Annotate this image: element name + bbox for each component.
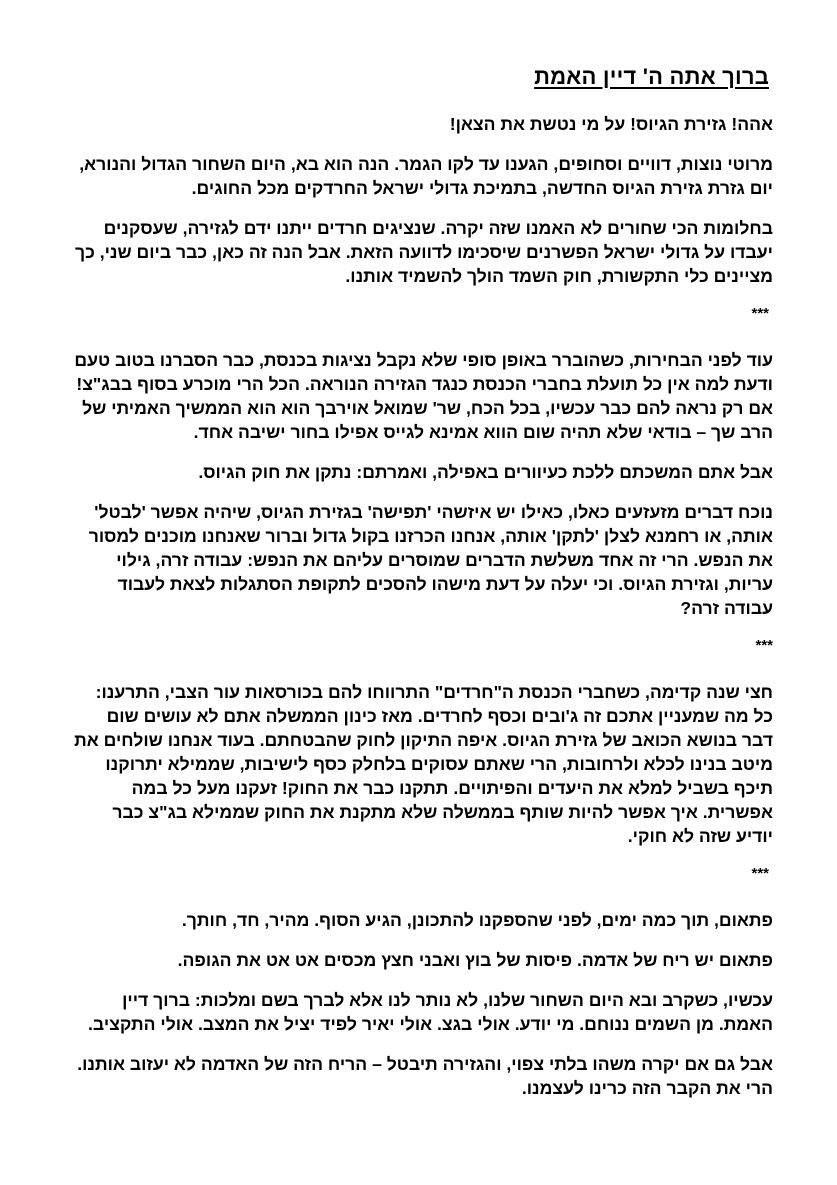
paragraph-closing: אבל גם אם יקרה משהו בלתי צפוי, והגזירה תיבטל – הריח הזה של האדמה לא יעזוב אותנו. הרי את הקבר הזה כרינו לעצמנו. [77,1054,773,1098]
paragraph: עכשיו, כשקרב ובא היום השחור שלנו, לא נותר לנו אלא לברך בשם ומלכות: ברוך דיין האמת. מן השמים ננוחם. מי יודע. אולי בגצ. אולי יאיר לפיד יציל את המצב. אולי התקציב. [88,990,773,1034]
paragraph: חצי שנה קדימה, כשחברי הכנסת ה"חרדים" התרווחו להם בכורסאות עור הצבי, התרענו: כל מה שמעניין אתכם זה ג'ובים וכסף לחרדים. מאז כינון הממשלה אתם לא עושים שום דבר בנושא הכואב של גזירת הגיוס. איפה התיקון לחוק שהבטחתם. בעוד אנחנו שולחים את מיטב בנינו לכלא ולרחובות, הרי שאתם עסוקים בלחלק כסף לישיבות, שממילא יתרוקנו תיכף בשביל למלא את היעדים והפיתויים. תתקנו כבר את החוק! זעקנו מעל כל במה אפשרית. איך אפשר להיות שותף בממשלה שלא מתקנת את החוק שממילא בג"צ כבר יודיע שזה לא חוקי. [74,682,773,846]
paragraph: מרוטי נוצות, דוויים וסחופים, הגענו עד לקו הגמר. הנה הוא בא, היום השחור הגדול והנורא, יום גזרת גזירת הגיוס החדשה, בתמיכת גדולי ישראל החרדקים מכל החוגים. [79,154,773,198]
paragraph: בחלומות הכי שחורים לא האמנו שזה יקרה. שנציגים חרדים ייתנו ידם לגזירה, שעסקנים יעבדו על גדולי ישראל הפשרנים שיסכימו לדוועה הזאת. אבל הנה זה כאן, כבר ביום שני, כך מציינים כלי התקשורת, חוק השמד הולך להשמיד אותנו. [74,218,773,286]
paragraph: פתאום, תוך כמה ימים, לפני שהספקנו להתכונן, הגיע הסוף. מהיר, חד, חותך. [181,910,773,930]
section-separator: *** [751,865,769,882]
paragraph: עוד לפני הבחירות, כשהוברר באופן סופי שלא נקבל נציגות בכנסת, כבר הסברנו בטוב טעם ודעת למה אין כל תועלת בחברי הכנסת כנגד הגזירה הנוראה. הכל הרי מוכרע בסוף בבג"צ! אם רק נראה להם כבר עכשיו, בכל הכח, שר' שמואל אוירבך הוא הוא הממשיך האמיתי של הרב שך – בודאי שלא תהיה שום הווא אמינא לגייס אפילו בחור ישיבה אחד. [74,350,773,442]
paragraph: נוכח דברים מזעזעים כאלו, כאילו יש איזשהי 'תפישה' בגזירת הגיוס, שיהיה אפשר 'לבטל' אותה, או רחמנא לצלן 'לתקן' אותה, אנחנו הכרזנו בקול גדול וברור שאנחנו מוכנים למסור את הנפש. הרי זה אחד משלשת הדברים שמוסרים עליהם את הנפש: עבודה זרה, גילוי עריות, וגזירת הגיוס. וכי יעלה על דעת מישהו להסכים לתקופת הסתגלות לצאת לעבוד עבודה זרה? [88,502,773,618]
section-separator: *** [755,637,773,654]
page-title: ברוך אתה ה' דיין האמת [534,64,769,89]
paragraph: פתאום יש ריח של אדמה. פיסות של בוץ ואבני חצץ מכסים אט אט את הגופה. [177,950,773,970]
paragraph: אבל אתם המשכתם ללכת כעיוורים באפילה, ואמרתם: נתקן את חוק הגיוס. [198,462,773,482]
section-separator: *** [751,305,769,322]
paragraph-opening: אהה! גזירת הגיוס! על מי נטשת את הצאן! [449,114,773,134]
